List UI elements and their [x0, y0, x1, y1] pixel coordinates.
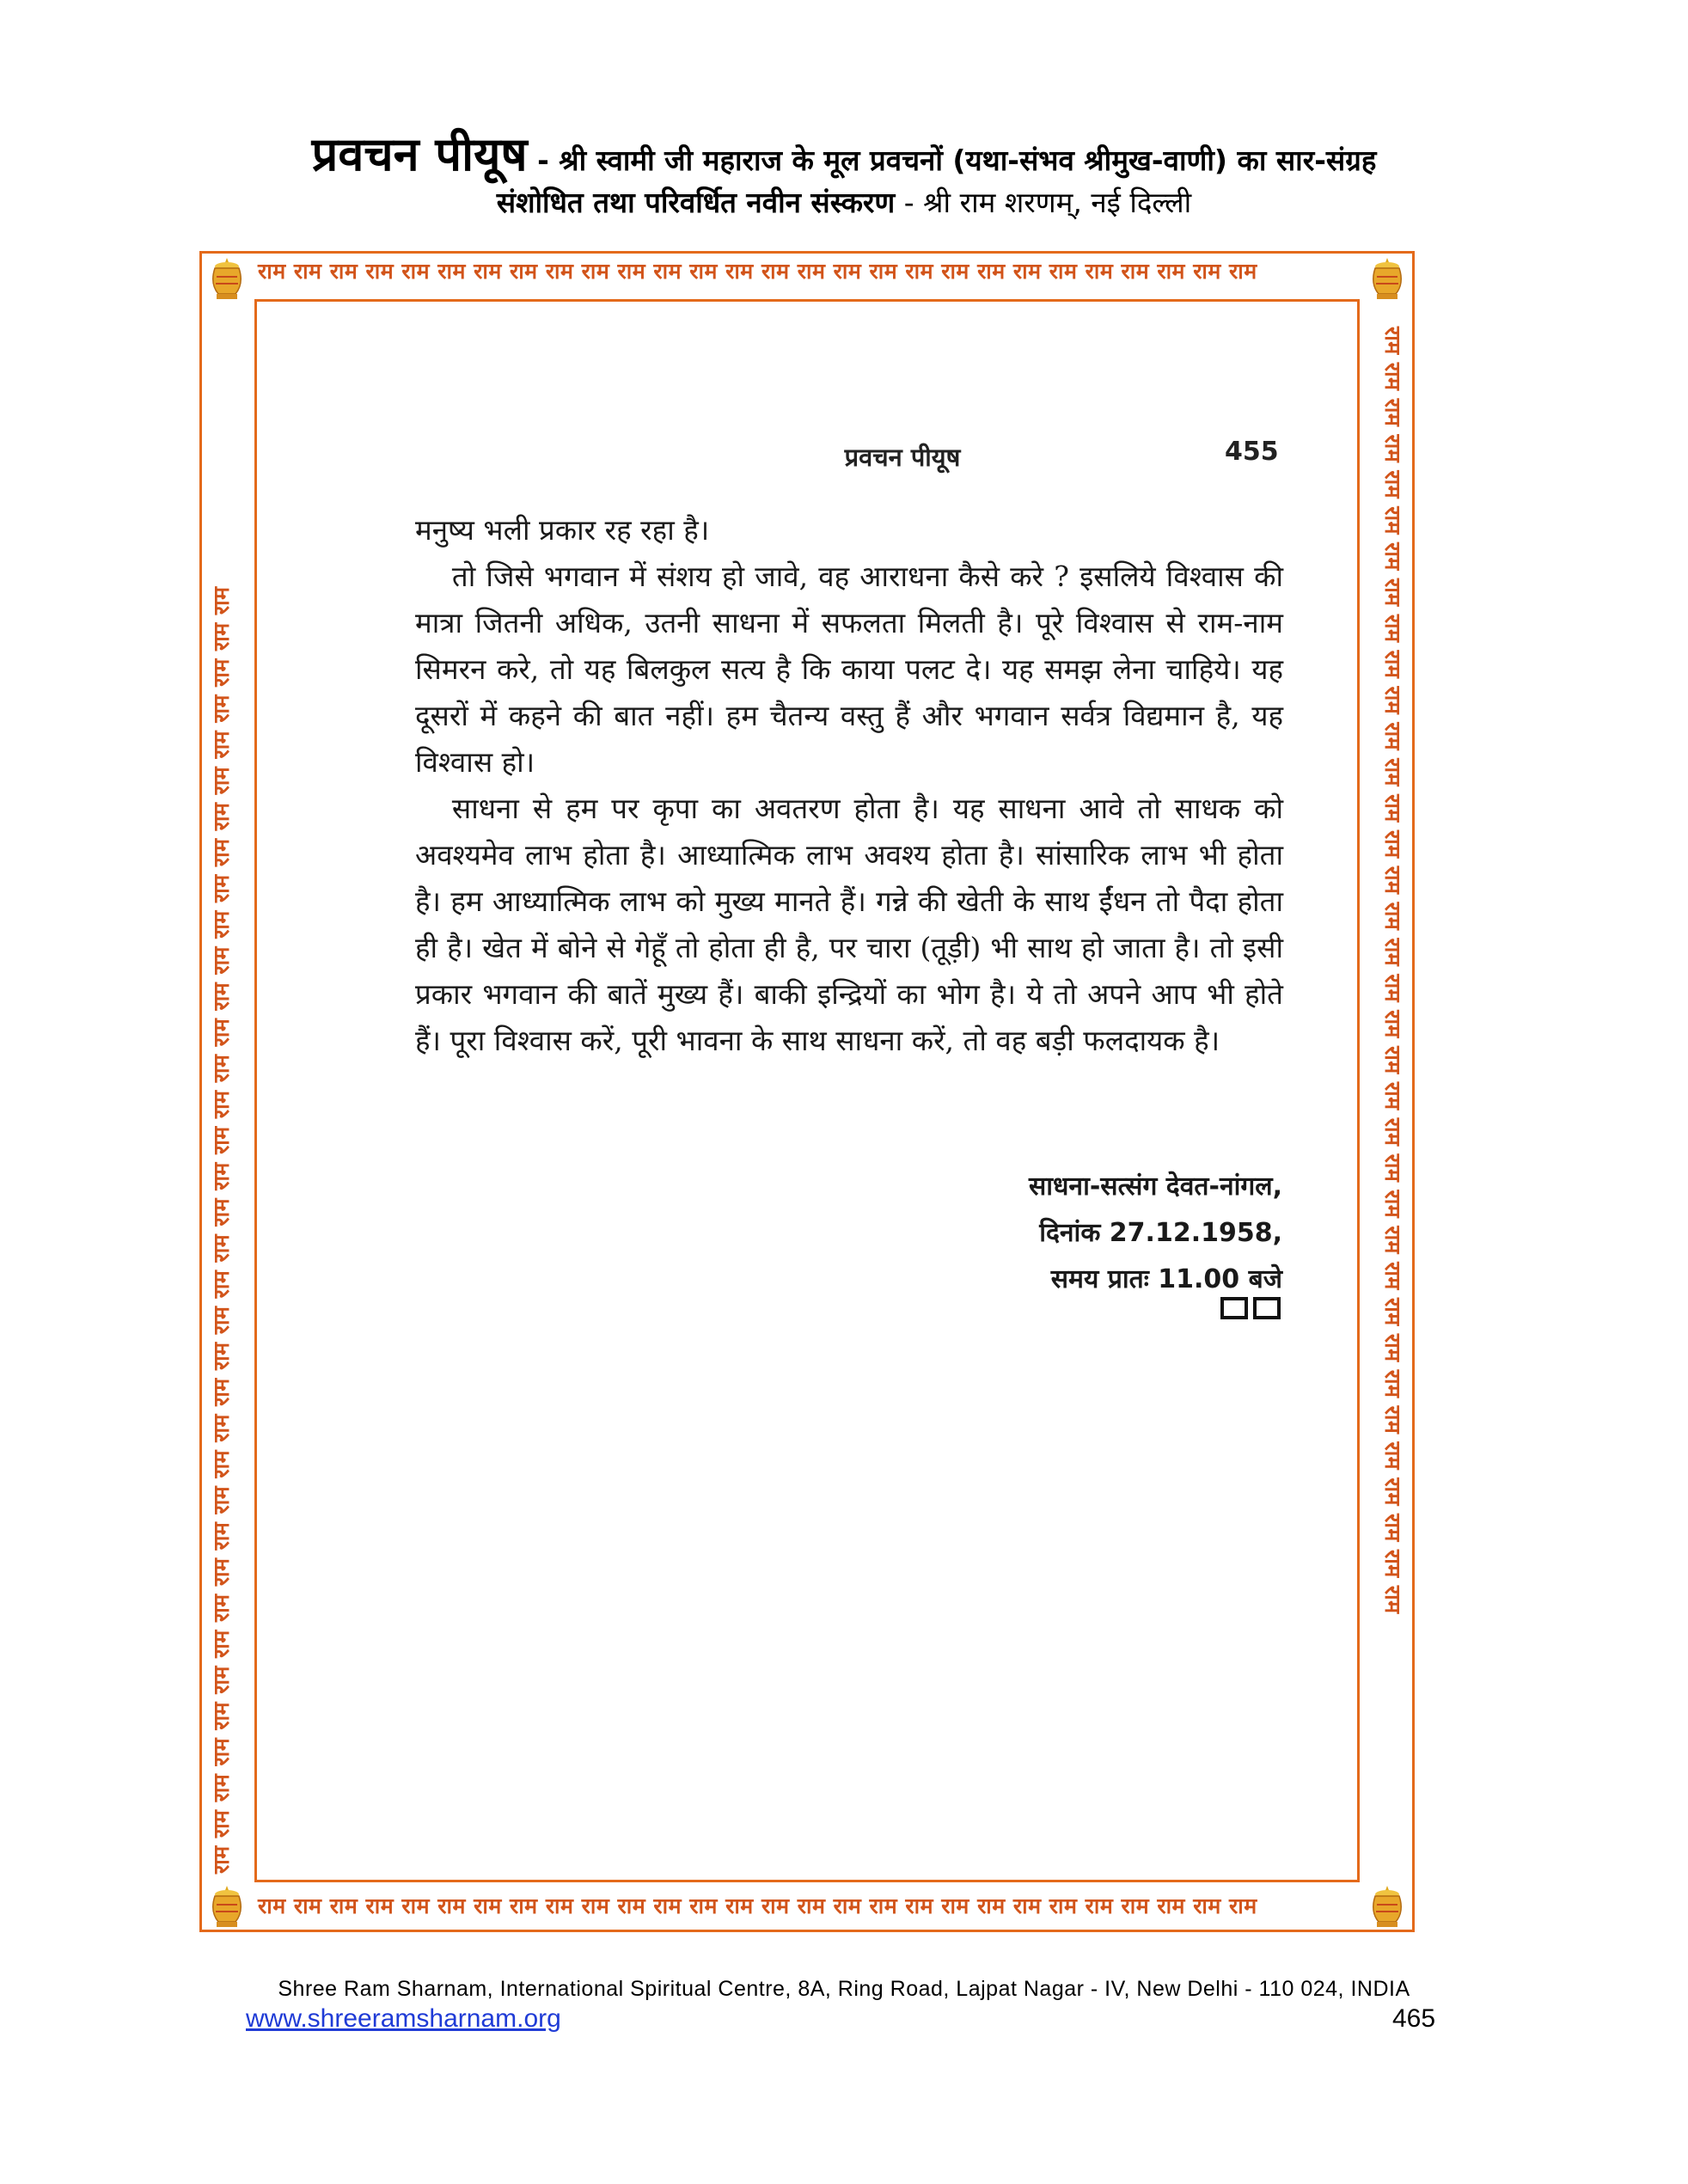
book-page-number: 455 [1225, 437, 1279, 467]
signature-block [1029, 1164, 1282, 1303]
ram-border-bottom: राम राम राम राम राम राम राम राम राम राम राम राम राम राम राम राम राम राम राम राम राम राम राम राम राम राम राम राम [258, 1893, 1257, 1918]
kalash-icon [203, 1882, 251, 1930]
edition-label: संशोधित तथा परिवर्धित नवीन संस्करण [496, 186, 896, 219]
kalash-icon [1363, 254, 1411, 303]
double-square-icon [1219, 1296, 1284, 1320]
kalash-icon [203, 254, 251, 303]
title-main: प्रवचन पीयूष [311, 127, 528, 181]
paragraph: तो जिसे भगवान में संशय हो जावे, वह आराधना कैसे करे ? इसलिये विश्वास की मात्रा जितनी अधिक, उतनी साधना में सफलता मिलती है। पूरे विश्वास से राम-नाम सिमरन करे, तो यह बिलकुल सत्य है कि काया पलट दे। यह समझ लेना चाहिये। यह दूसरों में कहने की बात नहीं। हम चैतन्य वस्तु हैं और भगवान सर्वत्र विद्यमान है, यह विश्वास हो। [415, 560, 1283, 779]
website-link[interactable]: www.shreeramsharnam.org [246, 2004, 561, 2033]
signature-place: साधना-सत्संग देवत-नांगल, [1028, 1172, 1282, 1202]
footer-address: Shree Ram Sharnam, International Spiritual Centre, 8A, Ring Road, Lajpat Nagar - IV, New Delhi - 110 024, INDIA [278, 1977, 1410, 2001]
paragraph: मनुष्य भली प्रकार रह रहा है। [415, 513, 710, 547]
signature-time: समय प्रातः 11.00 बजे [1050, 1264, 1282, 1294]
edition-line [0, 182, 1688, 221]
ram-border-left: राम राम राम राम राम राम राम राम राम राम राम राम राम राम राम राम राम राम राम राम राम राम राम राम राम राम राम राम राम राम राम राम राम राम राम राम [209, 586, 234, 1874]
document-title [0, 120, 1688, 184]
pdf-page-number: 465 [1392, 2004, 1436, 2033]
signature-date: दिनांक 27.12.1958, [1039, 1218, 1282, 1248]
ram-border-right: राम राम राम राम राम राम राम राम राम राम राम राम राम राम राम राम राम राम राम राम राम राम राम राम राम राम राम राम राम राम राम राम राम राम राम राम [1380, 327, 1405, 1614]
kalash-icon [1363, 1882, 1411, 1930]
ram-border-top: राम राम राम राम राम राम राम राम राम राम राम राम राम राम राम राम राम राम राम राम राम राम राम राम राम राम राम राम [258, 259, 1257, 284]
paragraph: साधना से हम पर कृपा का अवतरण होता है। यह साधना आवे तो साधक को अवश्यमेव लाभ होता है। आध्यात्मिक लाभ अवश्य होता है। सांसारिक लाभ भी होता है। हम आध्यात्मिक लाभ को मुख्य मानते हैं। गन्ने की खेती के साथ ईंधन तो पैदा होता ही है। खेत में बोने से गेहूँ तो होता ही है, पर चारा (तूड़ी) भी साथ हो जाता है। तो इसी प्रकार भगवान की बातें मुख्य हैं। बाकी इन्द्रियों का भोग है। ये तो अपने आप भी होते हैं। पूरा विश्वास करें, पूरी भावना के साथ साधना करें, तो वह बड़ी फलदायक है। [415, 792, 1283, 1057]
edition-publisher: - श्री राम शरणम्, नई दिल्ली [895, 186, 1192, 219]
title-subtitle: - श्री स्वामी जी महाराज के मूल प्रवचनों (यथा-संभव श्रीमुख-वाणी) का सार-संग्रह [527, 144, 1377, 177]
body-text [415, 507, 1283, 1064]
running-head: प्रवचन पीयूष [844, 443, 961, 472]
